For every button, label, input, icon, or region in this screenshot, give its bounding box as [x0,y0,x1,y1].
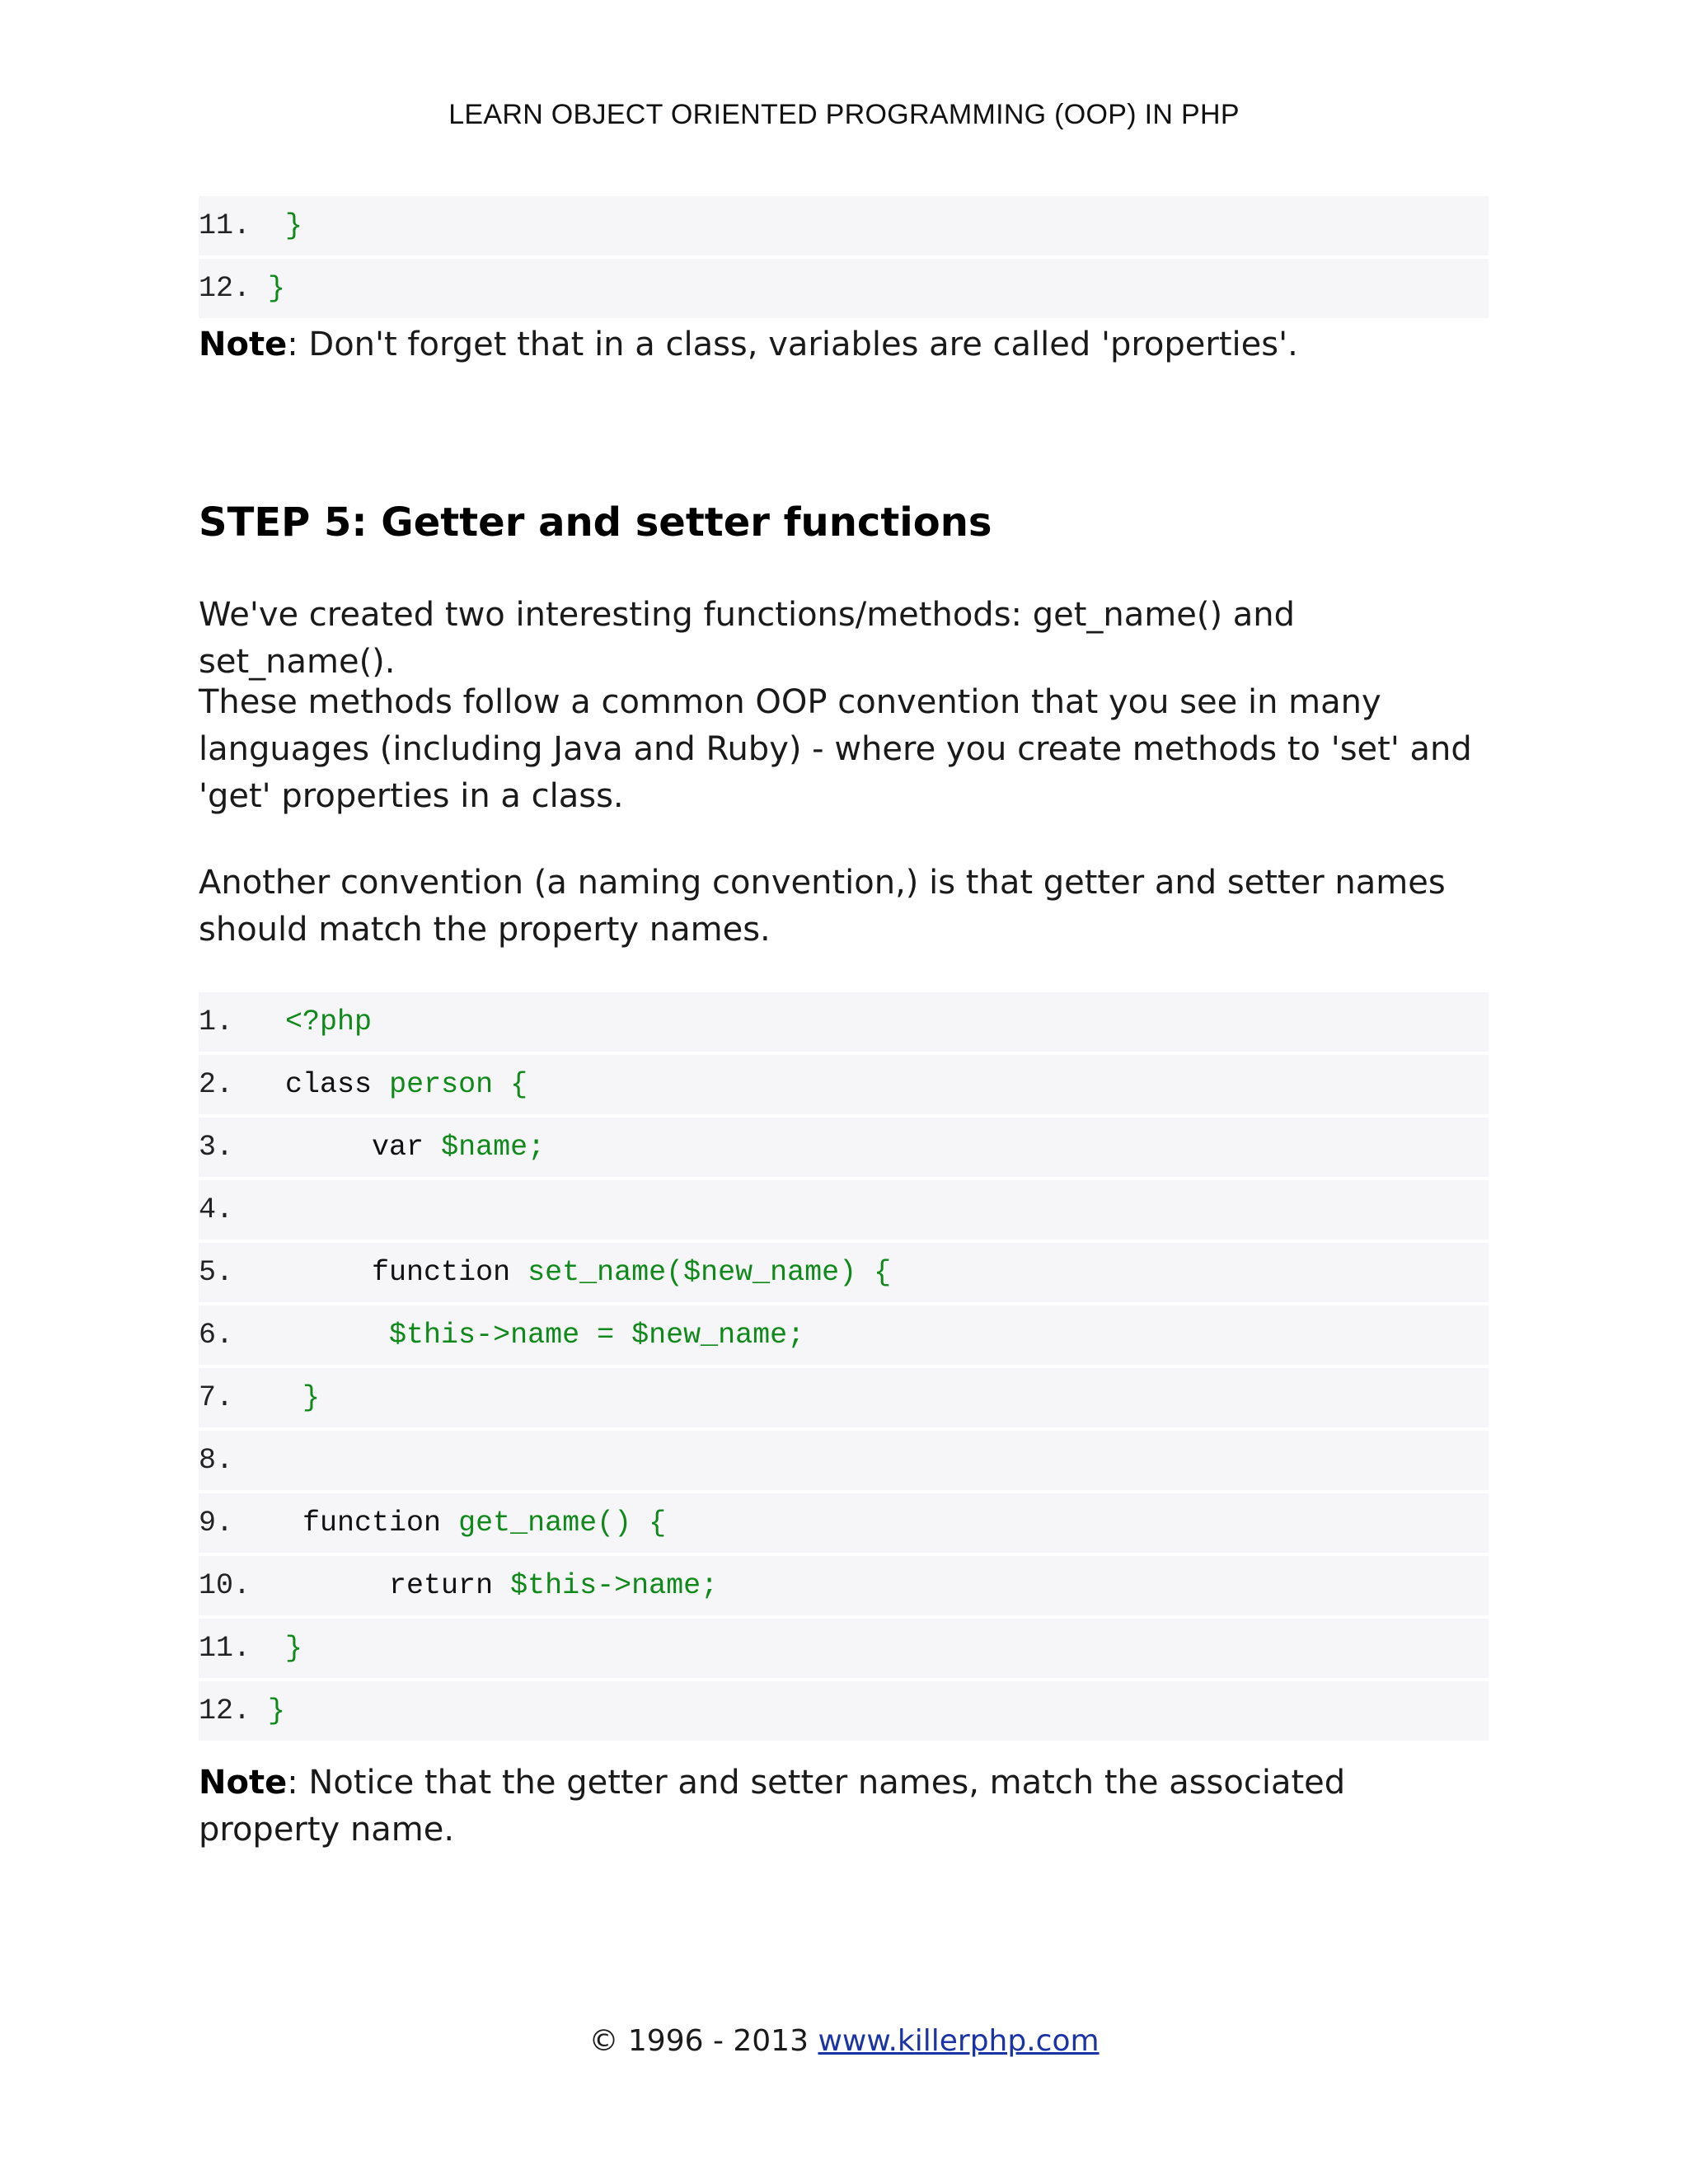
note-label: Note [199,326,288,363]
paragraph-intro: We've created two interesting functions/methods: get_name() and set_name(). [199,596,1296,681]
code-text: $name; [441,1131,546,1164]
code-block-main [199,992,1489,1744]
line-number: 12. [199,1694,251,1727]
line-number: 7. [199,1381,234,1414]
section-heading: STEP 5: Getter and setter functions [199,499,992,546]
code-line [199,259,1489,318]
note-label: Note [199,1764,288,1802]
code-line [199,1180,1489,1240]
code-keyword: return [389,1569,511,1602]
code-line [199,196,1489,255]
code-line [199,1118,1489,1177]
code-text: person { [389,1068,528,1101]
line-number: 1. [199,1005,234,1038]
code-text: <?php [285,1005,373,1038]
code-line [199,1243,1489,1302]
code-text: set_name($new_name) { [528,1256,892,1289]
code-keyword: function [372,1256,528,1289]
code-line [199,1556,1489,1615]
paragraph-naming: Another convention (a naming convention,) is that getter and setter names should match the property names. [199,864,1446,949]
code-keyword: function [302,1507,459,1540]
line-number: 10. [199,1569,251,1602]
line-number: 9. [199,1507,234,1540]
note-getter-setter [199,1760,1489,1854]
line-number: 11. [199,1632,251,1665]
code-line [199,1619,1489,1678]
line-number: 12. [199,272,251,305]
site-link[interactable]: www.killerphp.com [818,2024,1100,2058]
copyright-text: © 1996 - 2013 [588,2024,818,2058]
page-footer [0,2024,1688,2058]
paragraph-convention: These methods follow a common OOP convention that you see in many languages (including Java and Ruby) - where you create methods to 'set' and 'get' properties in a class. [199,683,1472,815]
code-line [199,1368,1489,1427]
line-number: 8. [199,1444,234,1477]
line-number: 4. [199,1193,234,1226]
line-number: 11. [199,209,251,242]
code-text: } [268,1694,286,1727]
code-line [199,1431,1489,1490]
code-keyword: var [372,1131,442,1164]
code-text: $this->name; [510,1569,719,1602]
code-block-top [199,196,1489,321]
line-number: 5. [199,1256,234,1289]
code-text: } [285,1632,303,1665]
line-number: 6. [199,1319,234,1352]
code-keyword: class [285,1068,390,1101]
code-line [199,1055,1489,1114]
code-line [199,992,1489,1052]
page-header: LEARN OBJECT ORIENTED PROGRAMMING (OOP) IN PHP [448,99,1240,130]
code-text: } [268,272,286,305]
note-text: : Notice that the getter and setter names, match the associated property name. [199,1764,1346,1849]
code-text: } [285,209,303,242]
code-text: } [302,1381,321,1414]
code-text: $this->name = $new_name; [389,1319,805,1352]
note-properties [199,321,1489,368]
code-text: get_name() { [458,1507,667,1540]
note-text: : Don't forget that in a class, variables are called 'properties'. [287,326,1298,363]
line-number: 3. [199,1131,234,1164]
code-line [199,1493,1489,1553]
code-line [199,1681,1489,1741]
code-line [199,1305,1489,1365]
line-number: 2. [199,1068,234,1101]
